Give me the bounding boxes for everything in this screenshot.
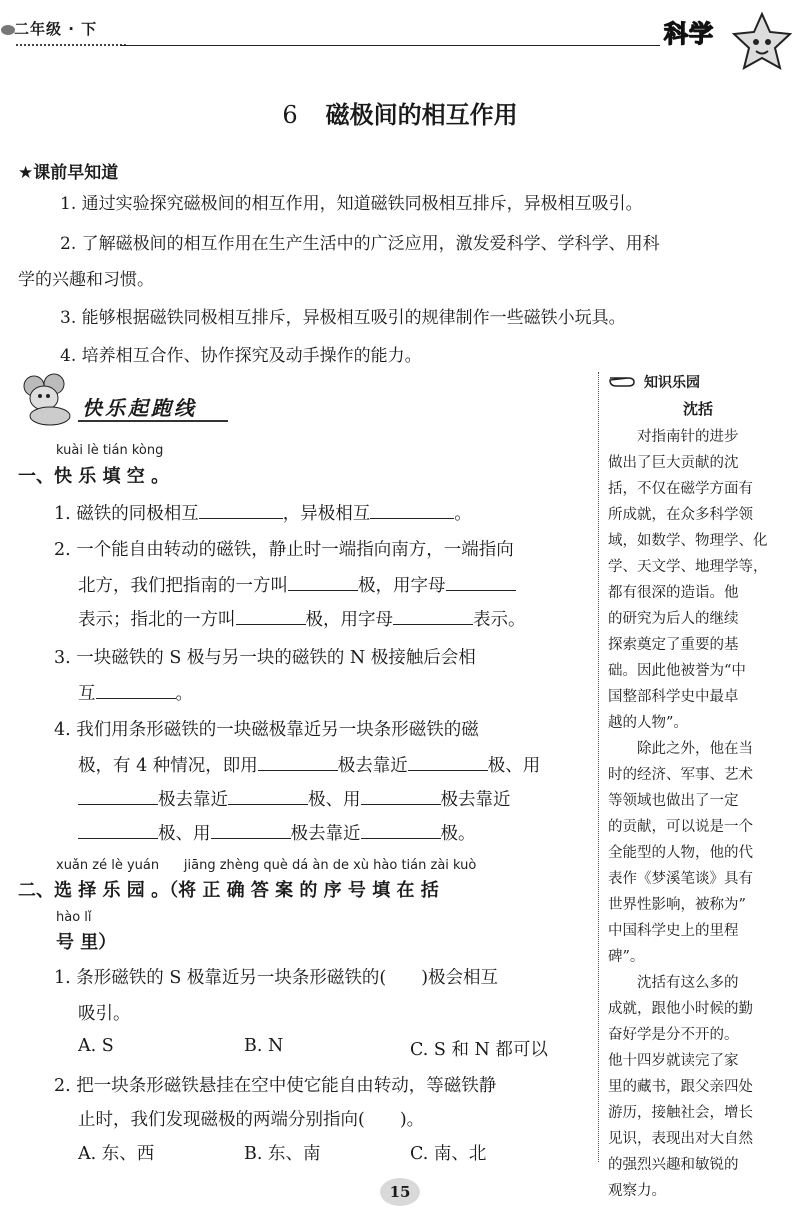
question-text: 极，用字母 xyxy=(358,576,446,596)
sidebar-line: 成就，跟他小时候的勤 xyxy=(608,1001,753,1017)
preview-heading: ★课前早知道 xyxy=(18,163,119,183)
question-text: 北方，我们把指南的一方叫 xyxy=(78,576,288,596)
sidebar-line: 全能型的人物，他的代 xyxy=(608,845,753,861)
page-number: 15 xyxy=(380,1178,420,1206)
section2-heading: 二、选 择 乐 园 。（将 正 确 答 案 的 序 号 填 在 括 xyxy=(18,880,439,901)
answer-blank[interactable] xyxy=(228,786,308,805)
answer-blank[interactable] xyxy=(78,820,158,839)
choice-question-1-cont: 吸引。 xyxy=(78,1004,131,1024)
question-text: 。 xyxy=(454,504,472,524)
sidebar-line: 游历，接触社会，增长 xyxy=(608,1105,753,1121)
answer-blank[interactable] xyxy=(361,820,441,839)
goal-line: 1. 通过实验探究磁极间的相互作用，知道磁铁同极相互排斥，异极相互吸引。 xyxy=(60,194,643,214)
lesson-title-text: 磁极间的相互作用 xyxy=(325,101,518,129)
sidebar-line: 时的经济、军事、艺术 xyxy=(608,767,753,783)
sidebar-line: 碑”。 xyxy=(608,949,645,965)
sidebar-line: 的贡献，可以说是一个 xyxy=(608,819,753,835)
question-text: 极去靠近 xyxy=(158,790,228,810)
fill-question-2-cont xyxy=(78,606,526,631)
sidebar-line: 括，不仅在磁学方面有 xyxy=(608,481,753,497)
lesson-number: 6 xyxy=(282,101,298,129)
question-text: 极，用字母 xyxy=(305,610,393,630)
banner-underline xyxy=(78,420,228,422)
fill-question-4-cont xyxy=(78,752,540,777)
question-text: 极。 xyxy=(440,824,476,844)
sidebar-line: 都有很深的造诣。他 xyxy=(608,585,739,601)
sidebar-line: 础。因此他被誉为“中 xyxy=(608,663,746,679)
sidebar-line: 对指南针的进步 xyxy=(608,429,739,445)
question-text: 。 xyxy=(175,684,193,704)
mouse-mascot-icon xyxy=(16,372,86,432)
answer-blank[interactable] xyxy=(236,606,306,625)
banner-title: 快乐起跑线 xyxy=(82,396,197,420)
choice-question-1: 1. 条形磁铁的 S 极靠近另一块条形磁铁的( )极会相互 xyxy=(54,968,499,988)
header-dots-divider xyxy=(16,44,126,46)
answer-blank[interactable] xyxy=(288,572,358,591)
question-text: 极，有 4 种情况，即用 xyxy=(78,756,258,776)
answer-blank[interactable] xyxy=(446,572,516,591)
sidebar-line: 做出了巨大贡献的沈 xyxy=(608,455,739,471)
answer-blank[interactable] xyxy=(370,500,454,519)
sidebar-line: 世界性影响，被称为” xyxy=(608,897,746,913)
fill-question-4-cont xyxy=(78,820,476,845)
section2-pinyin: xuǎn zé lè yuán jiāng zhèng què dá àn de xù hào tián zài kuò xyxy=(56,858,477,873)
sidebar-line: 等领域也做出了一定 xyxy=(608,793,739,809)
sidebar-line: 见识，表现出对大自然 xyxy=(608,1131,753,1147)
fill-question-3-cont xyxy=(78,680,193,705)
grade-label: 二年级 · 下 xyxy=(14,20,98,38)
answer-blank[interactable] xyxy=(211,820,291,839)
goal-line: 2. 了解磁极间的相互作用在生产生活中的广泛应用，激发爱科学、学科学、用科 xyxy=(60,234,660,254)
fill-question-3: 3. 一块磁铁的 S 极与另一块的磁铁的 N 极接触后会相 xyxy=(54,648,476,668)
sidebar-divider xyxy=(598,372,599,1162)
sidebar-line: 所成就，在众多科学领 xyxy=(608,507,753,523)
section1-pinyin: kuài lè tián kòng xyxy=(56,443,164,458)
section1-heading: 一、快 乐 填 空 。 xyxy=(18,466,170,487)
answer-blank[interactable] xyxy=(96,680,176,699)
sidebar-line: 奋好学是分不开的。 xyxy=(608,1027,739,1043)
sidebar-line: 国整部科学史中最卓 xyxy=(608,689,739,705)
answer-blank[interactable] xyxy=(199,500,283,519)
sidebar-line: 他十四岁就读完了家 xyxy=(608,1053,739,1069)
sidebar-line: 表作《梦溪笔谈》具有 xyxy=(608,871,753,887)
question-text: 表示。 xyxy=(473,610,526,630)
choice-option[interactable]: B. 东、南 xyxy=(244,1144,321,1164)
sidebar-line: 中国科学史上的里程 xyxy=(608,923,739,939)
answer-blank[interactable] xyxy=(78,786,158,805)
section2-heading-cont: 号 里） xyxy=(56,932,117,953)
choice-option[interactable]: C. 南、北 xyxy=(410,1144,487,1164)
question-text: 极、用 xyxy=(308,790,361,810)
sidebar-person-name: 沈括 xyxy=(682,400,713,418)
choice-option[interactable]: A. S xyxy=(78,1036,114,1056)
sidebar-line: 域，如数学、物理学、化 xyxy=(608,533,768,549)
sidebar-line: 探索奠定了重要的基 xyxy=(608,637,739,653)
mascot-star-icon xyxy=(730,10,794,78)
goal-line: 3. 能够根据磁铁同极相互排斥，异极相互吸引的规律制作一些磁铁小玩具。 xyxy=(60,308,626,328)
subject-label: 科学 xyxy=(664,20,714,48)
sidebar-line: 里的藏书，跟父亲四处 xyxy=(608,1079,753,1095)
section2-pinyin: hào lǐ xyxy=(56,910,92,925)
choice-question-2: 2. 把一块条形磁铁悬挂在空中使它能自由转动，等磁铁静 xyxy=(54,1076,497,1096)
fill-question-2: 2. 一个能自由转动的磁铁，静止时一端指向南方，一端指向 xyxy=(54,540,514,560)
question-text: 表示；指北的一方叫 xyxy=(78,610,236,630)
question-text: 极去靠近 xyxy=(337,756,408,776)
fill-question-4: 4. 我们用条形磁铁的一块磁极靠近另一块条形磁铁的磁 xyxy=(54,720,479,740)
question-text: 极去靠近 xyxy=(290,824,361,844)
choice-question-2-cont: 止时，我们发现磁极的两端分别指向( )。 xyxy=(78,1110,425,1130)
answer-blank[interactable] xyxy=(408,752,488,771)
fill-question-4-cont xyxy=(78,786,511,811)
sidebar-body xyxy=(608,424,788,1204)
header-line-divider xyxy=(120,45,660,46)
choice-option[interactable]: B. N xyxy=(244,1036,284,1056)
sidebar-heading: 知识乐园 xyxy=(644,375,700,391)
question-text: 互 xyxy=(78,684,96,704)
sidebar-line: 沈括有这么多的 xyxy=(608,975,739,991)
sidebar-line: 的研究为后人的继续 xyxy=(608,611,739,627)
lesson-title xyxy=(0,95,800,130)
answer-blank[interactable] xyxy=(361,786,441,805)
answer-blank[interactable] xyxy=(258,752,338,771)
question-text: 极、用 xyxy=(487,756,541,776)
sidebar-line: 除此之外，他在当 xyxy=(608,741,753,757)
choice-option[interactable]: A. 东、西 xyxy=(78,1144,155,1164)
question-text: 1. 磁铁的同极相互 xyxy=(54,504,199,524)
fill-question-2-cont xyxy=(78,572,516,597)
choice-option[interactable]: C. S 和 N 都可以 xyxy=(410,1040,548,1060)
goal-line: 4. 培养相互合作、协作探究及动手操作的能力。 xyxy=(60,346,422,366)
sidebar-line: 的强烈兴趣和敏锐的 xyxy=(608,1157,739,1173)
sidebar-line: 学、天文学、地理学等， xyxy=(608,559,768,575)
answer-blank[interactable] xyxy=(393,606,473,625)
sidebar-line: 观察力。 xyxy=(608,1183,666,1199)
pointing-hand-icon xyxy=(608,370,640,394)
sidebar-line: 越的人物”。 xyxy=(608,715,688,731)
question-text: 极、用 xyxy=(158,824,211,844)
goal-line: 学的兴趣和习惯。 xyxy=(18,270,154,290)
question-text: ，异极相互 xyxy=(282,504,371,524)
question-text: 极去靠近 xyxy=(440,790,511,810)
fill-question-1 xyxy=(54,500,472,525)
